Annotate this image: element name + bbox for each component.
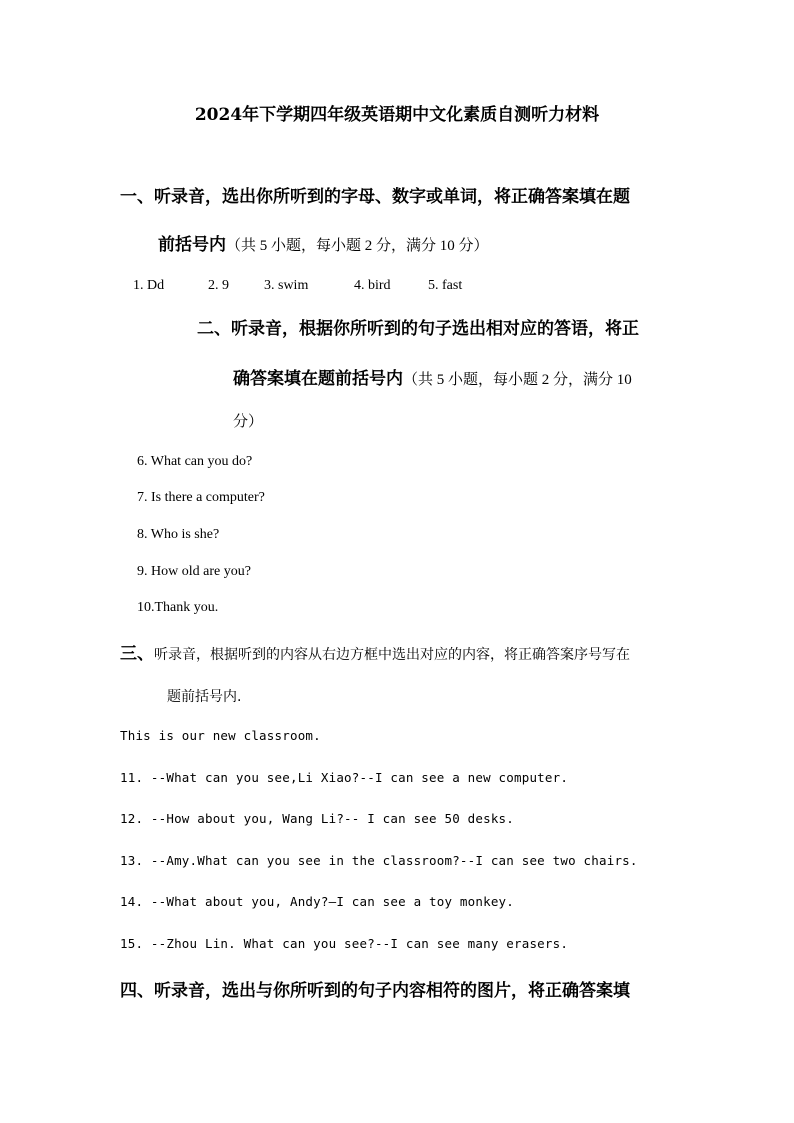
section2-item: 10.Thank you. <box>137 600 219 615</box>
section2-heading-line2: 确答案填在题前括号内 <box>233 369 403 389</box>
section1-item: 2. 9 <box>208 278 229 293</box>
section1-heading-line2: 前括号内 <box>158 235 226 255</box>
section3-item: 14. --What about you, Andy?—I can see a toy monkey. <box>120 894 515 909</box>
page-title: 2024年下学期四年级英语期中文化素质自测听力材料 <box>194 105 600 125</box>
section1-heading-cont <box>158 230 489 255</box>
section1-item: 4. bird <box>354 278 391 293</box>
section2-note: （共 5 小题，每小题 2 分，满分 10 <box>403 372 632 388</box>
section3-item: 12. --How about you, Wang Li?-- I can see 50 desks. <box>120 811 515 826</box>
section3-item: 11. --What can you see,Li Xiao?--I can see a new computer. <box>120 770 569 785</box>
section1-heading: 一、听录音，选出你所听到的字母、数字或单词，将正确答案填在题 <box>120 187 630 207</box>
section4-heading: 四、听录音，选出与你所听到的句子内容相符的图片，将正确答案填 <box>120 981 630 1001</box>
section2-note-cont: 分） <box>233 414 264 430</box>
section2-item: 9. How old are you? <box>137 564 251 579</box>
section3-heading <box>120 639 630 664</box>
section1-item: 3. swim <box>264 278 309 293</box>
section2-item: 7. Is there a computer? <box>137 490 265 505</box>
section2-heading: 二、听录音，根据你所听到的句子选出相对应的答语，将正 <box>197 319 639 339</box>
section3-intro: This is our new classroom. <box>120 728 321 743</box>
section2-item: 6. What can you do? <box>137 454 253 469</box>
section1-item: 1. Dd <box>133 278 165 293</box>
section3-heading-cont: 题前括号内. <box>167 689 242 705</box>
section1-note: （共 5 小题，每小题 2 分，满分 10 分） <box>226 238 489 254</box>
section2-heading-cont <box>233 364 632 389</box>
section1-item: 5. fast <box>428 278 463 293</box>
section3-item: 13. --Amy.What can you see in the classroom?--I can see two chairs. <box>120 853 638 868</box>
section2-item: 8. Who is she? <box>137 527 220 542</box>
section3-item: 15. --Zhou Lin. What can you see?--I can see many erasers. <box>120 936 569 951</box>
section3-heading-number: 三、 <box>120 644 154 664</box>
section3-heading-text: 听录音，根据听到的内容从右边方框中选出对应的内容，将正确答案序号写在 <box>154 647 630 663</box>
